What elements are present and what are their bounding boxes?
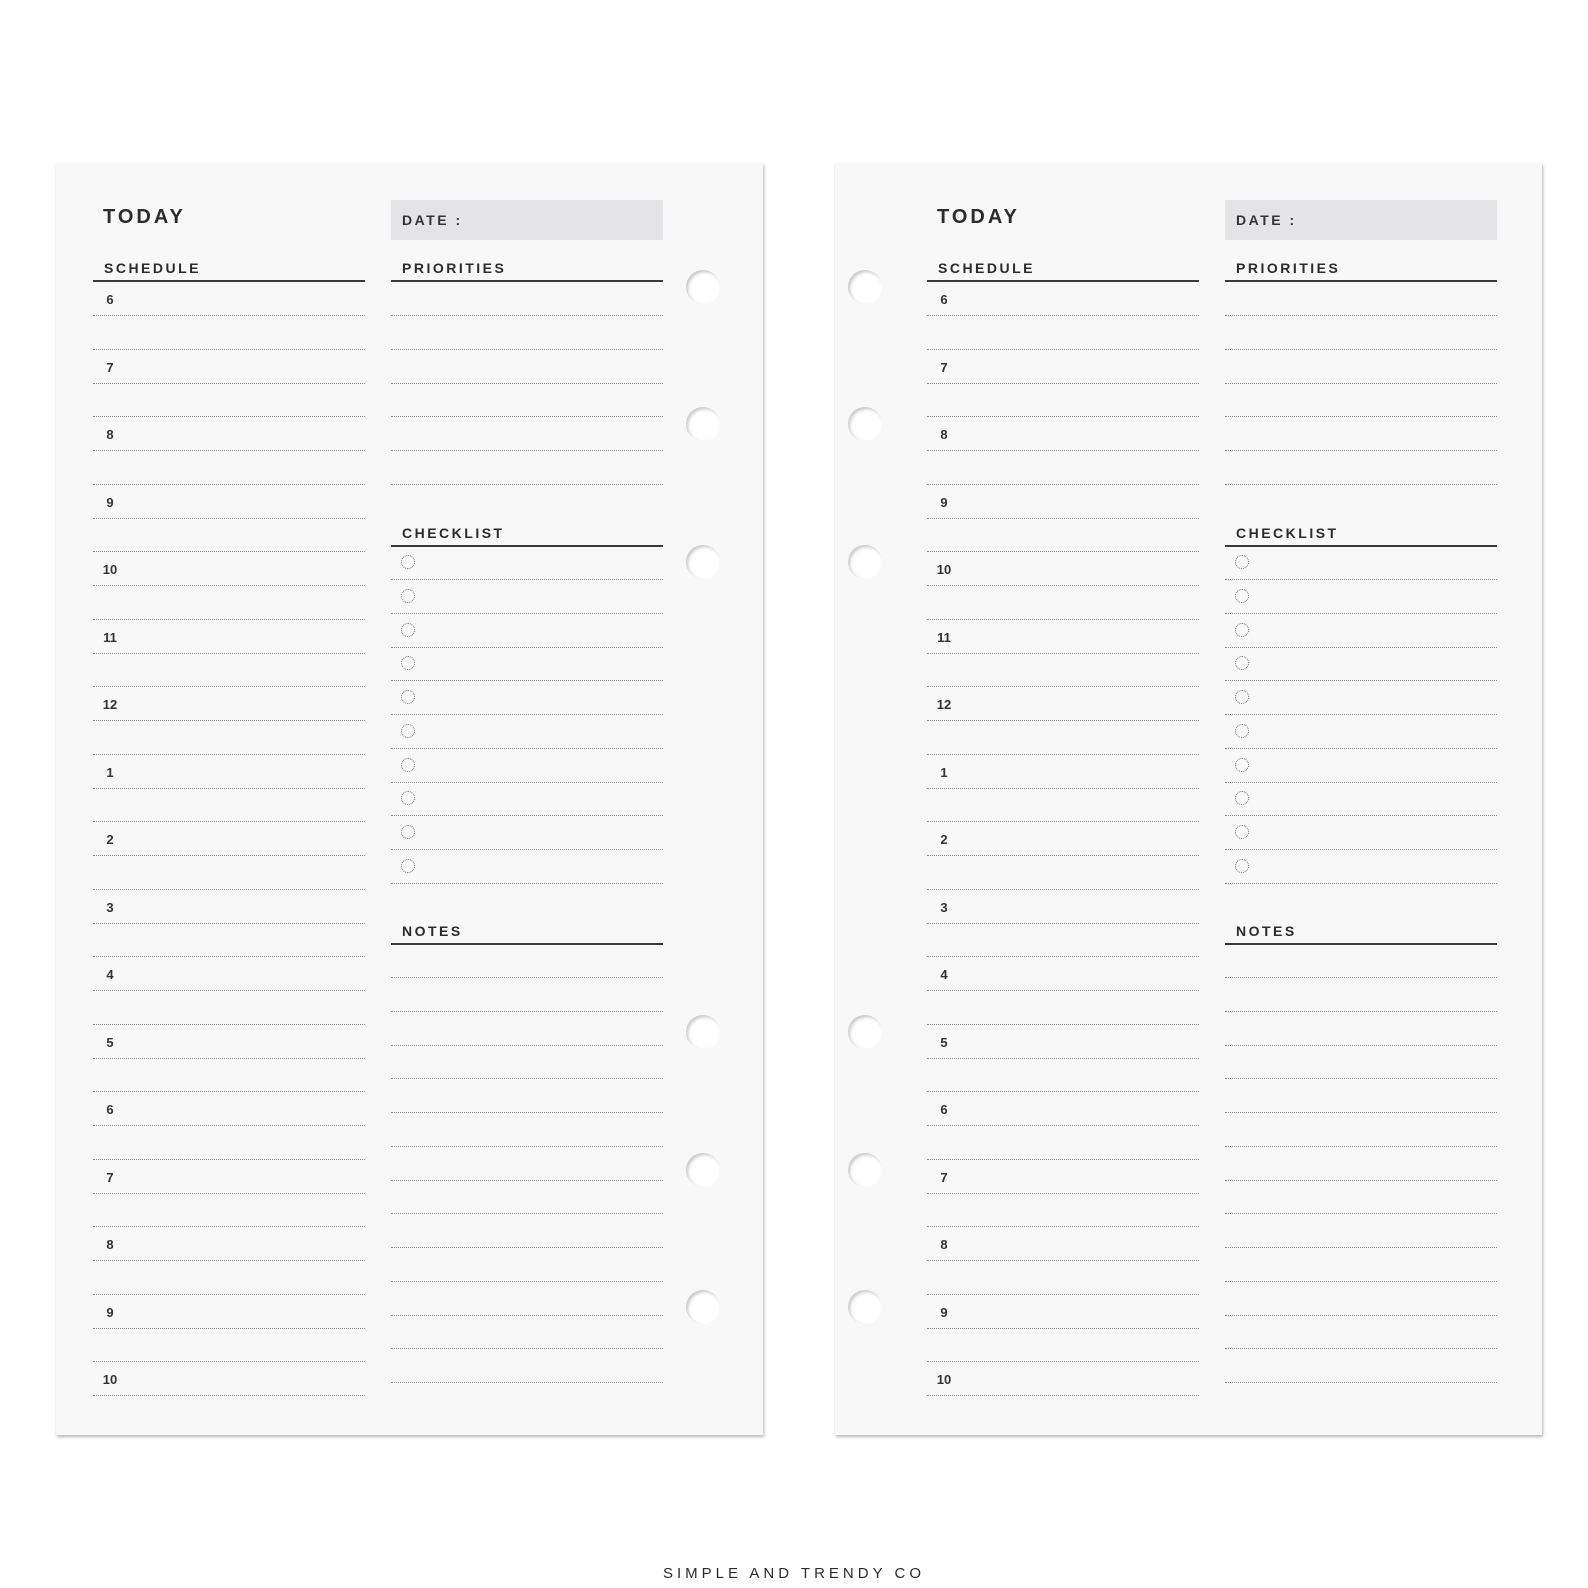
- notes-line[interactable]: [391, 1247, 663, 1248]
- binder-hole: [848, 407, 882, 441]
- schedule-line[interactable]: [93, 450, 365, 451]
- schedule-line[interactable]: [927, 990, 1199, 991]
- schedule-heading: SCHEDULE: [104, 260, 202, 276]
- schedule-hour-label: 6: [106, 1102, 114, 1117]
- schedule-hour-label: 5: [106, 1034, 114, 1050]
- schedule-line[interactable]: [93, 821, 365, 822]
- schedule-hour-label: 8: [940, 1237, 948, 1252]
- brand-footer: SIMPLE AND TRENDY CO: [663, 1565, 925, 1582]
- schedule-hour-label: 10: [936, 1372, 952, 1387]
- notes-line[interactable]: [1225, 1382, 1497, 1383]
- notes-heading-rule: [391, 943, 663, 945]
- checkbox-circle[interactable]: [401, 656, 415, 670]
- schedule-heading-rule: [927, 280, 1199, 282]
- notes-line[interactable]: [391, 1146, 663, 1147]
- checklist-line[interactable]: [391, 748, 663, 749]
- checkbox-circle[interactable]: [401, 623, 415, 637]
- schedule-hour-label: 3: [940, 899, 948, 915]
- schedule-hour-label: 8: [106, 1237, 114, 1252]
- schedule-line[interactable]: [927, 619, 1199, 620]
- notes-line[interactable]: [391, 1011, 663, 1012]
- checklist-line[interactable]: [391, 782, 663, 783]
- page-title: TODAY: [937, 206, 1020, 228]
- priority-line[interactable]: [391, 416, 663, 417]
- schedule-line[interactable]: [93, 686, 365, 687]
- priority-line[interactable]: [1225, 484, 1497, 485]
- checklist-line[interactable]: [391, 815, 663, 816]
- notes-line[interactable]: [391, 1112, 663, 1113]
- schedule-hour-label: 3: [106, 899, 114, 915]
- notes-heading: NOTES: [402, 923, 463, 939]
- date-field[interactable]: [391, 200, 663, 240]
- schedule-line[interactable]: [93, 855, 365, 856]
- checkbox-circle[interactable]: [1235, 859, 1249, 873]
- checkbox-circle[interactable]: [1235, 724, 1249, 738]
- checkbox-circle[interactable]: [1235, 758, 1249, 772]
- checkbox-circle[interactable]: [1235, 690, 1249, 704]
- schedule-hour-label: 7: [106, 1169, 114, 1185]
- notes-line[interactable]: [391, 1045, 663, 1046]
- checkbox-circle[interactable]: [401, 555, 415, 569]
- notes-line[interactable]: [1225, 1146, 1497, 1147]
- schedule-line[interactable]: [93, 416, 365, 417]
- schedule-line[interactable]: [927, 1125, 1199, 1126]
- schedule-line[interactable]: [927, 551, 1199, 552]
- notes-line[interactable]: [1225, 1112, 1497, 1113]
- checkbox-circle[interactable]: [401, 589, 415, 603]
- schedule-hour-label: 1: [106, 764, 114, 780]
- schedule-line[interactable]: [93, 619, 365, 620]
- binder-hole: [686, 1015, 720, 1049]
- notes-line[interactable]: [391, 1078, 663, 1079]
- checklist-heading-rule: [1225, 545, 1497, 547]
- schedule-hour-label: 9: [940, 1304, 948, 1320]
- schedule-line[interactable]: [93, 720, 365, 721]
- schedule-line[interactable]: [927, 720, 1199, 721]
- schedule-hour-label: 8: [940, 427, 948, 442]
- notes-heading: NOTES: [1236, 923, 1297, 939]
- schedule-line[interactable]: [93, 956, 365, 957]
- schedule-hour-label: 9: [106, 494, 114, 510]
- schedule-line[interactable]: [93, 315, 365, 316]
- notes-heading-rule: [1225, 943, 1497, 945]
- schedule-hour-label: 8: [106, 427, 114, 442]
- schedule-hour-label: 10: [936, 562, 952, 577]
- checkbox-circle[interactable]: [1235, 623, 1249, 637]
- checklist-heading: CHECKLIST: [402, 525, 505, 541]
- notes-line[interactable]: [391, 1213, 663, 1214]
- schedule-line[interactable]: [93, 551, 365, 552]
- date-label: DATE :: [1236, 212, 1297, 228]
- planner-page-left: [56, 163, 763, 1435]
- binder-hole: [848, 270, 882, 304]
- priorities-heading-rule: [1225, 280, 1497, 282]
- schedule-line[interactable]: [93, 1091, 365, 1092]
- schedule-line[interactable]: [927, 956, 1199, 957]
- priority-line[interactable]: [1225, 450, 1497, 451]
- schedule-line[interactable]: [927, 1159, 1199, 1160]
- schedule-line[interactable]: [927, 1361, 1199, 1362]
- schedule-line[interactable]: [927, 1328, 1199, 1329]
- notes-line[interactable]: [1225, 1180, 1497, 1181]
- schedule-line[interactable]: [93, 653, 365, 654]
- priorities-heading: PRIORITIES: [1236, 260, 1341, 276]
- notes-line[interactable]: [1225, 1348, 1497, 1349]
- schedule-line[interactable]: [927, 855, 1199, 856]
- notes-line[interactable]: [1225, 1281, 1497, 1282]
- schedule-hour-label: 1: [940, 764, 948, 780]
- notes-line[interactable]: [1225, 1247, 1497, 1248]
- checkbox-circle[interactable]: [1235, 555, 1249, 569]
- notes-line[interactable]: [1225, 1078, 1497, 1079]
- priority-line[interactable]: [391, 383, 663, 384]
- schedule-hour-label: 4: [940, 967, 948, 982]
- schedule-line[interactable]: [93, 788, 365, 789]
- notes-line[interactable]: [391, 1180, 663, 1181]
- binder-hole: [848, 1015, 882, 1049]
- schedule-heading: SCHEDULE: [938, 260, 1036, 276]
- schedule-line[interactable]: [93, 1226, 365, 1227]
- schedule-line[interactable]: [927, 686, 1199, 687]
- binder-hole: [848, 545, 882, 579]
- checklist-line[interactable]: [391, 647, 663, 648]
- checklist-line[interactable]: [391, 714, 663, 715]
- schedule-hour-label: 9: [106, 1304, 114, 1320]
- schedule-hour-label: 6: [940, 1102, 948, 1117]
- schedule-line[interactable]: [93, 990, 365, 991]
- schedule-hour-label: 7: [940, 1169, 948, 1185]
- schedule-line[interactable]: [93, 1058, 365, 1059]
- checkbox-circle[interactable]: [1235, 825, 1249, 839]
- checkbox-circle[interactable]: [401, 690, 415, 704]
- schedule-hour-label: 6: [940, 292, 948, 307]
- schedule-line[interactable]: [927, 653, 1199, 654]
- checklist-line[interactable]: [1225, 680, 1497, 681]
- checklist-line[interactable]: [1225, 613, 1497, 614]
- checklist-heading: CHECKLIST: [1236, 525, 1339, 541]
- schedule-line[interactable]: [927, 1058, 1199, 1059]
- schedule-line[interactable]: [93, 1260, 365, 1261]
- schedule-line[interactable]: [927, 1193, 1199, 1194]
- page-title: TODAY: [103, 206, 186, 228]
- schedule-hour-label: 2: [106, 832, 114, 847]
- binder-hole: [686, 407, 720, 441]
- schedule-line[interactable]: [927, 450, 1199, 451]
- notes-line[interactable]: [1225, 1315, 1497, 1316]
- schedule-line[interactable]: [927, 754, 1199, 755]
- checklist-line[interactable]: [1225, 647, 1497, 648]
- binder-hole: [686, 545, 720, 579]
- checklist-line[interactable]: [1225, 849, 1497, 850]
- schedule-line[interactable]: [927, 1226, 1199, 1227]
- schedule-line[interactable]: [93, 585, 365, 586]
- schedule-line[interactable]: [927, 1024, 1199, 1025]
- schedule-line[interactable]: [927, 315, 1199, 316]
- notes-line[interactable]: [391, 1348, 663, 1349]
- schedule-line[interactable]: [93, 923, 365, 924]
- schedule-line[interactable]: [927, 923, 1199, 924]
- schedule-hour-label: 7: [940, 359, 948, 375]
- schedule-line[interactable]: [927, 1294, 1199, 1295]
- schedule-line[interactable]: [93, 518, 365, 519]
- planner-page-right: [835, 163, 1542, 1435]
- priority-line[interactable]: [1225, 416, 1497, 417]
- schedule-hour-label: 2: [940, 832, 948, 847]
- schedule-line[interactable]: [927, 889, 1199, 890]
- schedule-hour-label: 7: [106, 359, 114, 375]
- notes-line[interactable]: [1225, 1045, 1497, 1046]
- notes-line[interactable]: [1225, 977, 1497, 978]
- notes-line[interactable]: [391, 977, 663, 978]
- checklist-heading-rule: [391, 545, 663, 547]
- checkbox-circle[interactable]: [1235, 589, 1249, 603]
- priority-line[interactable]: [1225, 383, 1497, 384]
- notes-line[interactable]: [391, 1315, 663, 1316]
- checkbox-circle[interactable]: [401, 724, 415, 738]
- checkbox-circle[interactable]: [401, 791, 415, 805]
- checkbox-circle[interactable]: [401, 825, 415, 839]
- schedule-line[interactable]: [927, 1260, 1199, 1261]
- schedule-hour-label: 10: [102, 562, 118, 577]
- notes-line[interactable]: [391, 1281, 663, 1282]
- checklist-line[interactable]: [1225, 579, 1497, 580]
- checklist-line[interactable]: [1225, 748, 1497, 749]
- checklist-line[interactable]: [391, 883, 663, 884]
- checkbox-circle[interactable]: [1235, 656, 1249, 670]
- schedule-hour-label: 10: [102, 1372, 118, 1387]
- checklist-line[interactable]: [1225, 782, 1497, 783]
- schedule-hour-label: 6: [106, 292, 114, 307]
- priority-line[interactable]: [391, 450, 663, 451]
- schedule-line[interactable]: [927, 821, 1199, 822]
- schedule-line[interactable]: [927, 788, 1199, 789]
- schedule-line[interactable]: [93, 1024, 365, 1025]
- schedule-hour-label: 4: [106, 967, 114, 982]
- schedule-hour-label: 12: [936, 697, 952, 712]
- checklist-line[interactable]: [391, 579, 663, 580]
- schedule-line[interactable]: [927, 383, 1199, 384]
- schedule-line[interactable]: [927, 518, 1199, 519]
- schedule-line[interactable]: [93, 1395, 365, 1396]
- binder-hole: [686, 270, 720, 304]
- schedule-hour-label: 9: [940, 494, 948, 510]
- binder-hole: [848, 1153, 882, 1187]
- priorities-heading-rule: [391, 280, 663, 282]
- schedule-hour-label: 11: [937, 629, 951, 645]
- schedule-line[interactable]: [93, 889, 365, 890]
- schedule-line[interactable]: [93, 383, 365, 384]
- checklist-line[interactable]: [391, 613, 663, 614]
- schedule-hour-label: 12: [102, 697, 118, 712]
- binder-hole: [686, 1290, 720, 1324]
- schedule-line[interactable]: [93, 1361, 365, 1362]
- checklist-line[interactable]: [391, 849, 663, 850]
- priority-line[interactable]: [1225, 315, 1497, 316]
- checklist-line[interactable]: [1225, 815, 1497, 816]
- schedule-heading-rule: [93, 280, 365, 282]
- schedule-line[interactable]: [93, 349, 365, 350]
- schedule-line[interactable]: [93, 1125, 365, 1126]
- checkbox-circle[interactable]: [1235, 791, 1249, 805]
- priority-line[interactable]: [391, 315, 663, 316]
- checklist-line[interactable]: [1225, 883, 1497, 884]
- schedule-hour-label: 11: [103, 629, 117, 645]
- priorities-heading: PRIORITIES: [402, 260, 507, 276]
- notes-line[interactable]: [1225, 1213, 1497, 1214]
- checkbox-circle[interactable]: [401, 758, 415, 772]
- schedule-line[interactable]: [927, 416, 1199, 417]
- binder-hole: [686, 1153, 720, 1187]
- notes-line[interactable]: [391, 1382, 663, 1383]
- date-label: DATE :: [402, 212, 463, 228]
- checkbox-circle[interactable]: [401, 859, 415, 873]
- schedule-line[interactable]: [927, 349, 1199, 350]
- priority-line[interactable]: [1225, 349, 1497, 350]
- priority-line[interactable]: [391, 349, 663, 350]
- schedule-line[interactable]: [93, 1159, 365, 1160]
- schedule-line[interactable]: [93, 484, 365, 485]
- notes-line[interactable]: [1225, 1011, 1497, 1012]
- schedule-line[interactable]: [927, 1091, 1199, 1092]
- schedule-line[interactable]: [927, 1395, 1199, 1396]
- schedule-line[interactable]: [93, 1328, 365, 1329]
- schedule-line[interactable]: [93, 1294, 365, 1295]
- checklist-line[interactable]: [1225, 714, 1497, 715]
- binder-hole: [848, 1290, 882, 1324]
- schedule-hour-label: 5: [940, 1034, 948, 1050]
- schedule-line[interactable]: [927, 484, 1199, 485]
- priority-line[interactable]: [391, 484, 663, 485]
- schedule-line[interactable]: [927, 585, 1199, 586]
- date-field[interactable]: [1225, 200, 1497, 240]
- schedule-line[interactable]: [93, 754, 365, 755]
- schedule-line[interactable]: [93, 1193, 365, 1194]
- checklist-line[interactable]: [391, 680, 663, 681]
